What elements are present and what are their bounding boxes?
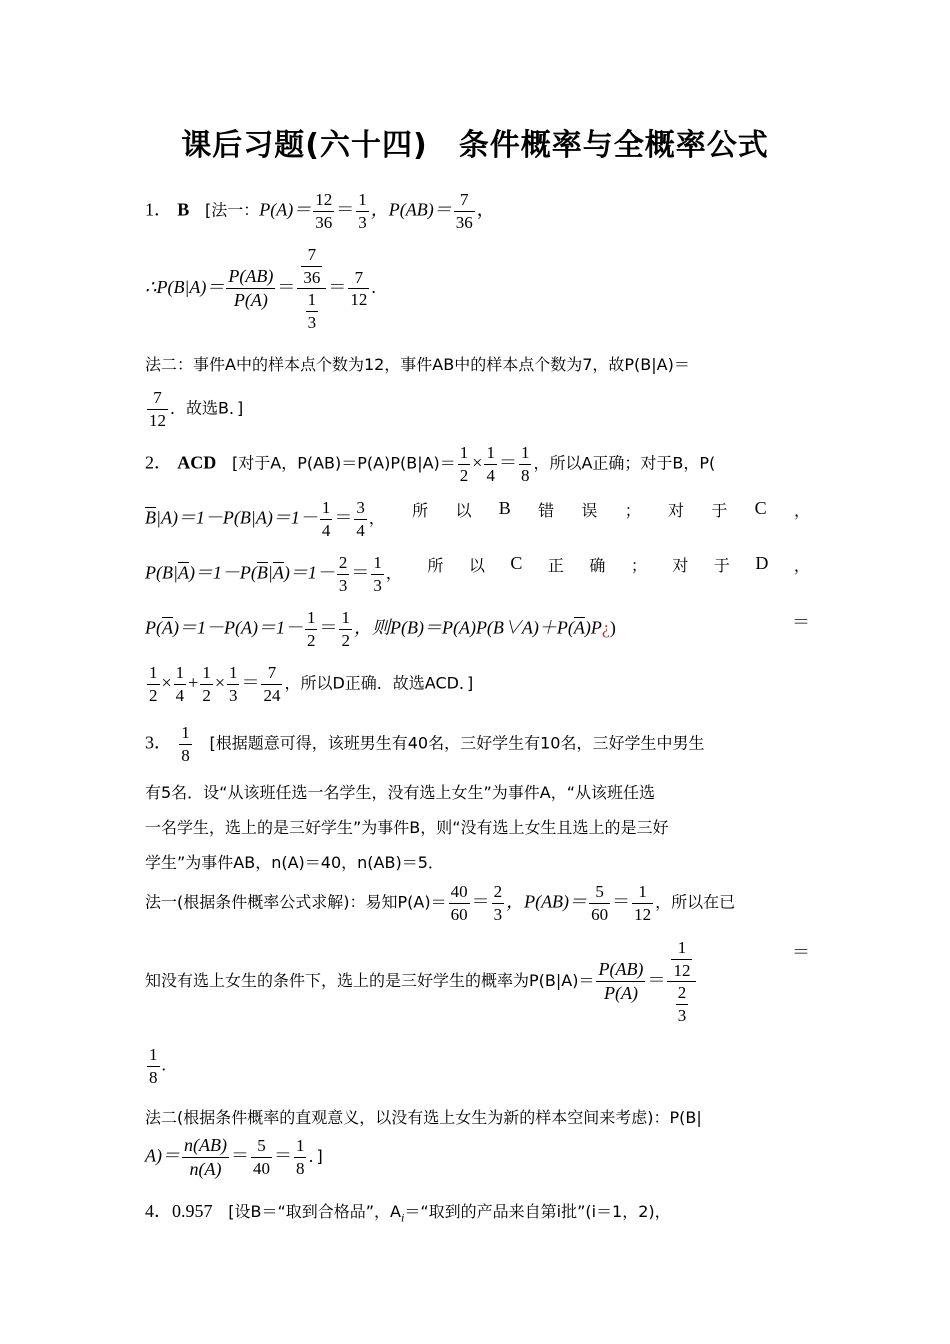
- answer-2: ACD: [177, 452, 217, 473]
- fraction: $\frac{3}{4}$: [356, 498, 365, 540]
- problem-3-line-4: 学生”为事件AB，n(A)＝40，n(AB)＝5．: [145, 853, 444, 872]
- problem-2-line-4: $P(\overline{A})=1-P(A)=1-$ $\frac{1}{2}$ ＝ $\frac{1}{2}$ ，则$P(B)=P(A)P(B\vee A)+P(\overline{A})P¿$) ＝: [145, 608, 810, 650]
- problem-3-line-7: $\frac{1}{8}$ .: [149, 1045, 166, 1087]
- problem-3-line-2: 有5名．设“从该班任选一名学生，没有选上女生”为事件A，“从该班任选: [145, 783, 655, 802]
- fraction: $\frac{7}{12}$: [350, 267, 368, 310]
- fraction: $\frac{1}{2}$: [306, 608, 316, 650]
- fraction: $\frac{P(AB)}{P(A)}$: [598, 959, 644, 1004]
- problem-2-line-1: 2． ACD [对于A，P(AB)＝P(A)P(B|A)＝ $\frac{1}{2}$ × $\frac{1}{4}$ ＝ $\frac{1}{8}$ ，所以A正确；对于B，P(: [145, 443, 716, 485]
- fraction: $\frac{1}{8}$: [295, 1136, 305, 1178]
- problem-1-line-1: 1． B [法一：P(A)＝ $\frac{12}{36}$ ＝ $\frac{1}{3}$ ，P(AB)＝ $\frac{7}{36}$ ，: [145, 190, 495, 232]
- problem-1-line-2: ∴P(B|A)＝ $\frac{P(AB)}{P(A)}$ ＝ $\frac{\frac{7}{36}}{\frac{1}{3}}$ ＝ $\frac{7}{12}$ .: [145, 245, 376, 332]
- problem-4-line-1: 4．0.957 [设B＝“取到合格品”，$A_i=“$取到的产品来自第i批”(i＝1，2)，: [145, 1201, 671, 1225]
- problem-3-line-3: 一名学生，选上的是三好学生”为事件B，则“没有选上女生且选上的是三好: [145, 818, 669, 837]
- problem-3-line-6: 知没有选上女生的条件下，选上的是三好学生的概率为P(B|A)＝ $\frac{P(AB)}{P(A)}$ ＝ $\frac{\frac{1}{12}}{\frac{2}{3}}$ ＝: [145, 938, 810, 1025]
- fraction: $\frac{1}{3}$: [358, 190, 367, 232]
- fraction: $\frac{1}{2}$: [202, 663, 211, 705]
- fraction: $\frac{5}{60}$: [591, 882, 609, 924]
- fraction: $\frac{1}{8}$: [149, 1045, 158, 1087]
- fraction: $\frac{P(AB)}{P(A)}$: [228, 266, 274, 311]
- problem-2-line-5: $\frac{1}{2}$ × $\frac{1}{4}$ + $\frac{1}{2}$ × $\frac{1}{3}$ ＝ $\frac{7}{24}$ ，所以D正确．故选ACD．]: [149, 663, 474, 705]
- fraction: $\frac{2}{3}$: [493, 882, 503, 924]
- problem-3-method-1: 法一(根据条件概率公式求解)：易知P(A)＝ $\frac{40}{60}$ ＝ $\frac{2}{3}$ ，P(AB)＝ $\frac{5}{60}$ ＝ $\frac{1}{12}$ ，所以在已: [145, 882, 736, 924]
- problem-1-line-4: $\frac{7}{12}$ ．故选B．]: [149, 388, 244, 430]
- fraction: $\frac{1}{2}$: [149, 663, 158, 705]
- fraction: $\frac{2}{3}$: [338, 553, 348, 595]
- answer-1: B: [177, 199, 190, 220]
- fraction: $\frac{40}{60}$: [450, 882, 468, 924]
- fraction: $\frac{1}{4}$: [486, 443, 495, 485]
- problem-2-line-2: $\overline{B}|A)=1-P(B|A)=1-$ $\frac{1}{4}$ ＝ $\frac{3}{4}$ ， 所 以 B 错 误 ； 对 于 C ，: [145, 498, 810, 540]
- fraction: $\frac{1}{3}$: [228, 663, 238, 705]
- fraction: $\frac{1}{12}$: [634, 882, 652, 924]
- problem-2-line-3: $P(B|\overline{A})=1-P(\overline{B}|\overline{A})=1-$ $\frac{2}{3}$ ＝ $\frac{1}{3}$ ， 所 以 C 正 确 ； 对 于 D ，: [145, 553, 810, 595]
- fraction: $\frac{1}{3}$: [373, 553, 382, 595]
- answer-3: $\frac{1}{8}$: [181, 723, 190, 765]
- problem-3-method-2: 法二(根据条件概率的直观意义，以没有选上女生为新的样本空间来考虑)：P(B|: [145, 1108, 702, 1127]
- fraction: $\frac{7}{12}$: [149, 388, 166, 430]
- fraction: $\frac{1}{2}$: [341, 608, 350, 650]
- compound-fraction: $\frac{\frac{1}{12}}{\frac{2}{3}}$: [667, 938, 696, 1025]
- fraction: $\frac{1}{8}$: [520, 443, 530, 485]
- problem-1-method-2: 法二：事件A中的样本点个数为12，事件AB中的样本点个数为7，故P(B|A)＝: [145, 355, 690, 374]
- problem-3-line-1: 3． $\frac{1}{8}$ [根据题意可得，该班男生有40名，三好学生有10名，三好学生中男生: [145, 723, 705, 765]
- fraction: $\frac{7}{36}$: [455, 190, 473, 232]
- fraction: $\frac{1}{4}$: [321, 498, 331, 540]
- fraction: $\frac{5}{40}$: [252, 1136, 270, 1178]
- problem-3-line-9: A)＝ $\frac{n(AB)}{n(A)}$ ＝ $\frac{5}{40}$ ＝ $\frac{1}{8}$ ．]: [145, 1135, 323, 1179]
- page-title: 课后习题(六十四) 条件概率与全概率公式: [181, 128, 769, 163]
- fraction: $\frac{n(AB)}{n(A)}$: [184, 1135, 227, 1179]
- fraction: $\frac{1}{4}$: [175, 663, 185, 705]
- answer-4: 0.957: [172, 1201, 213, 1221]
- fraction: $\frac{7}{24}$: [263, 663, 281, 705]
- compound-fraction: $\frac{\frac{7}{36}}{\frac{1}{3}}$: [297, 245, 326, 332]
- fraction: $\frac{1}{2}$: [459, 443, 469, 485]
- fraction: $\frac{12}{36}$: [315, 190, 333, 232]
